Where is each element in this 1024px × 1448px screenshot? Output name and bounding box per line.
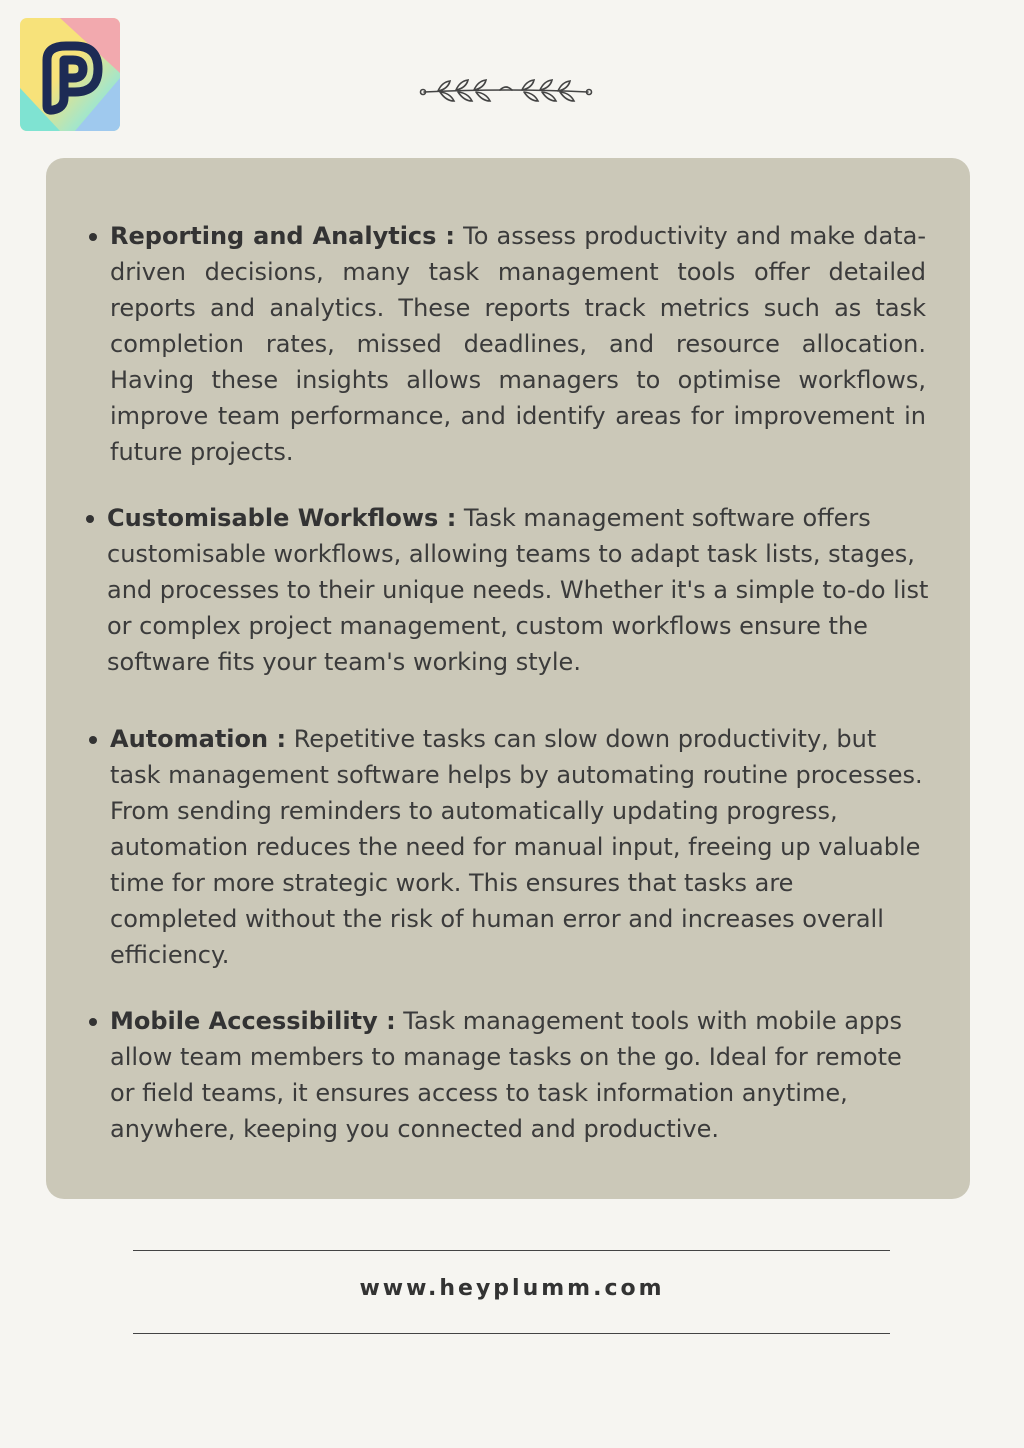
- item-title: Customisable Workflows :: [107, 504, 457, 532]
- item-body: Task management tools with mobile apps allow team members to manage tasks on the go. Ideal for remote or field teams, it ensures access to task information anytime, anywhere, keeping you connected and productive.: [110, 1007, 902, 1143]
- plumm-logo-icon: [20, 18, 120, 131]
- bullet-icon: [86, 515, 94, 523]
- list-item-automation: [110, 721, 926, 973]
- list-item-mobile: [110, 1003, 932, 1147]
- footer-divider-bottom: [133, 1333, 890, 1334]
- bullet-icon: [89, 1018, 97, 1026]
- footer-divider-top: [133, 1250, 890, 1251]
- item-title: Automation :: [110, 725, 287, 753]
- item-title: Mobile Accessibility :: [110, 1007, 396, 1035]
- bullet-icon: [89, 233, 97, 241]
- laurel-branch-icon: [418, 70, 594, 110]
- list-item-workflows: [107, 500, 937, 680]
- bullet-icon: [89, 736, 97, 744]
- item-body: Repetitive tasks can slow down productivity, but task management software helps by automating routine processes. From sending reminders to automatically updating progress, automation reduces the need for manual input, freeing up valuable time for more strategic work. This ensures that tasks are completed without the risk of human error and increases overall efficiency.: [110, 725, 923, 969]
- content-card: [46, 158, 970, 1199]
- list-item-reporting: [110, 218, 926, 470]
- footer-url[interactable]: www.heyplumm.com: [359, 1276, 665, 1301]
- item-body: Task management software offers customisable workflows, allowing teams to adapt task lists, stages, and processes to their unique needs. Whether it's a simple to-do list or complex project management, custom workflows ensure the software fits your team's working style.: [107, 504, 929, 676]
- item-body: To assess productivity and make data-driven decisions, many task management tools offer detailed reports and analytics. These reports track metrics such as task completion rates, missed deadlines, and resource allocation. Having these insights allows managers to optimise workflows, improve team performance, and identify areas for improvement in future projects.: [110, 222, 926, 466]
- item-title: Reporting and Analytics :: [110, 222, 455, 250]
